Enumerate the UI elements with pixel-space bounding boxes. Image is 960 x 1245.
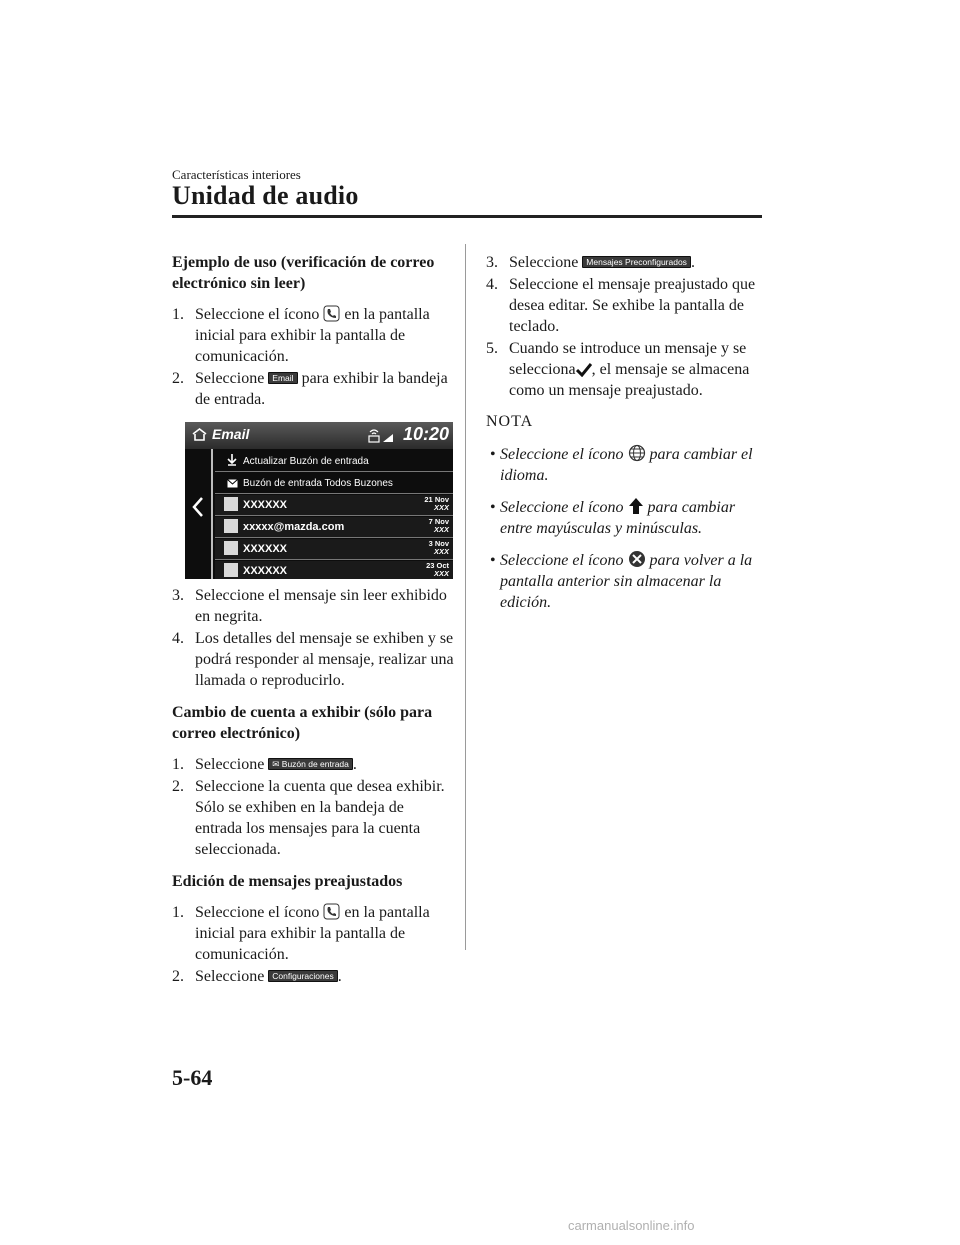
note-text: Seleccione el ícono [500,499,624,516]
step-item [172,902,454,965]
step-text: Seleccione la cuenta que desea exhibir. Sólo se exhiben en la bandeja de entrada los mensajes para la cuenta seleccionada. [195,778,445,858]
globe-icon [628,444,646,462]
message-date: 3 Nov XXX [428,539,449,556]
step-number: 1. [172,306,184,323]
note-text: para cambiar el idioma. [500,446,753,484]
screen-time: 10:20 [402,424,449,444]
message-sender: XXXXXX [243,565,288,577]
back-arrow-icon[interactable] [191,495,205,519]
step-number: 5. [486,340,498,357]
page-number: 5-64 [172,1065,213,1090]
download-icon [227,454,237,466]
step-number: 2. [172,778,184,795]
contact-avatar-icon [224,541,238,555]
step-text: Seleccione [195,370,265,387]
phone-icon [323,305,340,322]
heading-edit-presets: Edición de mensajes preajustados [172,873,403,890]
step-text: Seleccione el mensaje preajustado que desea editar. Se exhibe la pantalla de teclado. [509,276,756,335]
envelope-icon [227,479,238,488]
step-text: Seleccione [195,968,265,985]
signal-status-icon [367,426,395,444]
step-number: 3. [486,254,498,271]
step-text: Cuando se introduce un mensaje y se selecciona [509,340,747,378]
heading-usage-example: Ejemplo de uso (verificación de correo electrónico sin leer) [172,254,435,292]
step-text: en la pantalla inicial para exhibir la pantalla de comunicación. [195,904,430,963]
shift-arrow-icon [628,497,644,515]
email-button-glyph: Email [268,372,297,384]
note-text: para cambiar entre mayúsculas y minúsculas. [500,499,736,537]
inbox-list [211,449,453,579]
step-text: . [690,254,695,271]
message-row[interactable] [215,561,453,579]
message-row[interactable] [215,517,453,538]
step-number: 2. [172,370,184,387]
note-title: NOTA [486,413,534,430]
inbox-button-glyph: ✉ Buzón de entrada [268,758,353,770]
screen-title: Email [212,426,250,442]
step-text: Seleccione [195,756,265,773]
step-text: , el mensaje se almacena como un mensaje preajustado. [509,361,750,399]
note-text: Seleccione el ícono [500,552,624,569]
page-title: Unidad de audio [172,181,359,210]
step-text: en la pantalla inicial para exhibir la pantalla de comunicación. [195,306,430,365]
section-label: Características interiores [172,167,301,182]
step-item [172,776,454,860]
step-text: . [337,968,342,985]
refresh-inbox-row[interactable] [215,451,453,472]
step-item [172,304,454,367]
step-text: . [352,756,357,773]
step-number: 2. [172,968,184,985]
step-text: Seleccione el mensaje sin leer exhibido en negrita. [195,587,447,625]
step-text: Los detalles del mensaje se exhiben y se podrá responder al mensaje, realizar una llamada o reproducirlo. [195,630,454,689]
left-column [172,252,454,411]
message-row[interactable] [215,495,453,516]
title-rule [172,215,762,218]
message-date: 23 Oct XXX [426,561,449,578]
row-label: Actualizar Buzón de entrada [243,456,369,467]
watermark: carmanualsonline.info [568,1218,695,1233]
email-screen-figure [185,422,453,579]
step-item [172,754,454,775]
message-sender: xxxxx@mazda.com [243,521,345,533]
note-item [486,444,766,486]
message-date: 7 Nov XXX [428,517,449,534]
step-number: 4. [172,630,184,647]
checkmark-icon [576,363,592,377]
bullet-dot: • [490,552,496,569]
step-item [486,338,766,401]
contact-avatar-icon [224,519,238,533]
left-column-lower [172,585,454,988]
column-divider [465,244,466,950]
note-text: para volver a la pantalla anterior sin almacenar la edición. [500,552,753,611]
message-date: 21 Nov XXX [424,495,449,512]
note-item [486,550,766,613]
preset-messages-button-glyph: Mensajes Preconfigurados [582,256,691,268]
bullet-dot: • [490,499,496,516]
phone-icon [323,903,340,920]
step-number: 3. [172,587,184,604]
heading-change-account: Cambio de cuenta a exhibir (sólo para correo electrónico) [172,704,433,742]
right-column [486,252,766,624]
step-item [172,585,454,627]
note-item [486,497,766,539]
step-text: para exhibir la bandeja de entrada. [195,370,448,408]
contact-avatar-icon [224,563,238,577]
message-sender: XXXXXX [243,543,288,555]
screen-header [185,422,453,449]
close-icon [628,550,646,568]
home-icon [192,428,207,441]
message-row[interactable] [215,539,453,560]
inbox-select-row[interactable] [215,473,453,494]
bullet-dot: • [490,446,496,463]
step-number: 4. [486,276,498,293]
step-item [172,966,454,987]
step-number: 1. [172,756,184,773]
message-sender: XXXXXX [243,499,288,511]
step-item [172,368,454,410]
row-label: Buzón de entrada Todos Buzones [243,478,393,489]
step-item [486,252,766,273]
settings-button-glyph: Configuraciones [268,970,337,982]
note-text: Seleccione el ícono [500,446,624,463]
contact-avatar-icon [224,497,238,511]
step-text: Seleccione [509,254,579,271]
step-item [172,628,454,691]
step-item [486,274,766,337]
step-text: Seleccione el ícono [195,904,320,921]
step-text: Seleccione el ícono [195,306,320,323]
step-number: 1. [172,904,184,921]
